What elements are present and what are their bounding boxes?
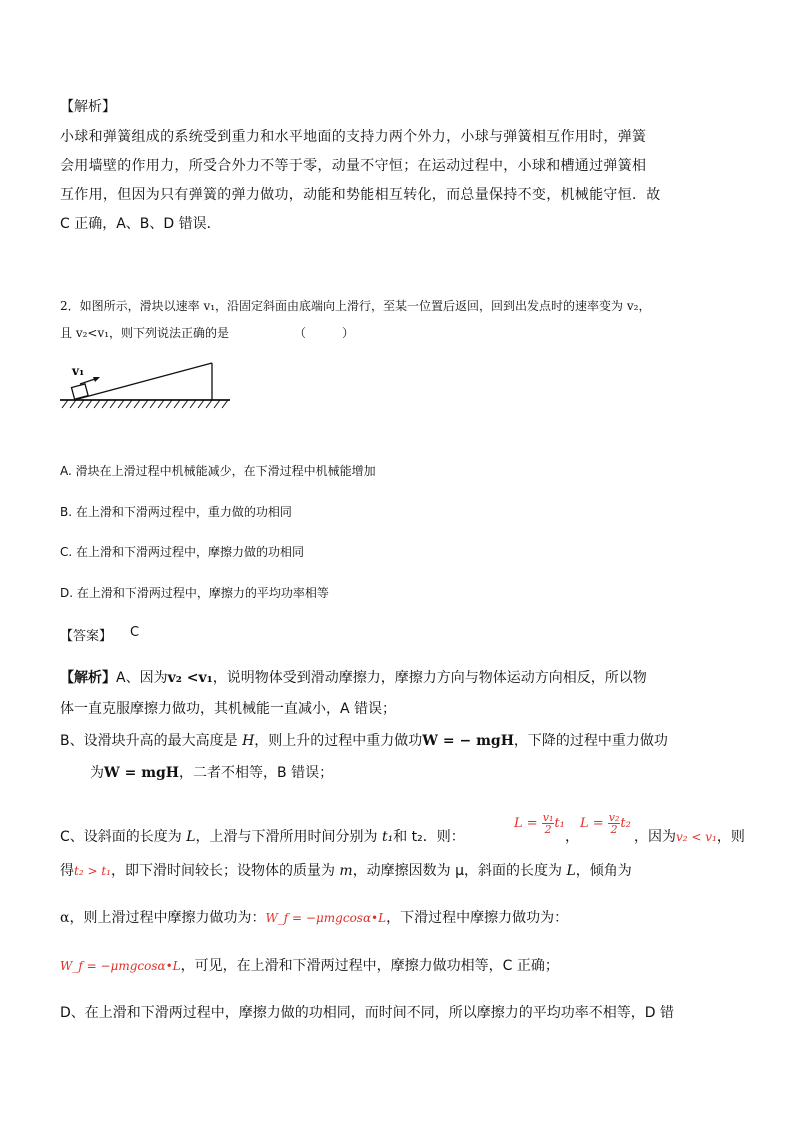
section1-line-1: 小球和弹簧组成的系统受到重力和水平地面的支持力两个外力，小球与弹簧相互作用时，弹簧	[60, 129, 647, 145]
answer-blank: （ ）	[294, 326, 355, 340]
condition-v2-lt-v1: v₂ <v₁	[167, 670, 213, 686]
slider-block	[71, 384, 88, 399]
analysis-line-b1: B、设滑块升高的最大高度是 H，则上升的过程中重力做功W = − mgH，下降的过程中重力做功	[60, 733, 668, 749]
equation-l-v2-t2: L = $\frac{\text{v₂}}{2}$ t₂	[580, 811, 631, 836]
answer-value: C	[130, 625, 140, 640]
analysis-line-a1: 【解析】A、因为v₂ <v₁，说明物体受到滑动摩擦力，摩擦力方向与物体运动方向相反，所以物	[60, 670, 647, 686]
equation-wf-up: W_f = −μmgcosα•L	[265, 911, 387, 925]
comma: ，	[565, 829, 579, 845]
question-stem-line-2: 且 v₂<v₁，则下列说法正确的是	[60, 326, 230, 340]
analysis-line-b2: 为W = mgH，二者不相等，B 错误；	[90, 765, 334, 781]
section1-line-2: 会用墙壁的作用力，所受合外力不等于零，动量不守恒；在运动过程中，小球和槽通过弹簧相	[60, 158, 647, 174]
option-c: C. 在上滑和下滑两过程中，摩擦力做的功相同	[60, 545, 305, 559]
incline-surface	[74, 363, 212, 400]
question-stem-line-1: 2．如图所示，滑块以速率 v₁，沿固定斜面由底端向上滑行，至某一位置后返回，回到出发点时的速率变为 v₂，	[60, 299, 651, 313]
option-a: A. 滑块在上滑过程中机械能减少，在下滑过程中机械能增加	[60, 464, 376, 478]
option-d: D. 在上滑和下滑两过程中，摩擦力的平均功率相等	[60, 586, 329, 600]
condition-t2-gt-t1: t₂ > t₁	[74, 864, 111, 878]
section1-line-3: 互作用，但因为只有弹簧的弹力做功，动能和势能相互转化，而总量保持不变，机械能守恒．故	[60, 187, 661, 203]
analysis-line-a2: 体一直克服摩擦力做功，其机械能一直减小，A 错误；	[60, 701, 397, 717]
ground-hatching	[62, 400, 228, 408]
equation-l-v1-t1: L = $\frac{\text{v₁}}{2}$ t₁	[514, 811, 565, 836]
analysis-line-c1: C、设斜面的长度为 L，上滑与下滑所用时间分别为 t₁和 t₂．则：	[60, 829, 465, 845]
section1-line-4: C 正确，A、B、D 错误．	[60, 216, 221, 232]
velocity-arrowhead	[93, 377, 100, 382]
equation-w-neg-mgh: W = − mgH	[422, 733, 514, 749]
analysis-line-c2: 得t₂ > t₁，即下滑时间较长；设物体的质量为 m，动摩擦因数为 μ，斜面的长度为 L，倾角为	[60, 863, 632, 879]
section1-heading: 【解析】	[60, 99, 116, 115]
incline-figure	[58, 360, 233, 410]
analysis-line-c4: W_f = −μmgcosα•L，可见，在上滑和下滑两过程中，摩擦力做功相等，C 正确；	[60, 958, 559, 974]
velocity-label: v₁	[72, 364, 85, 378]
option-b: B. 在上滑和下滑两过程中，重力做的功相同	[60, 505, 292, 519]
answer-label: 【答案】	[60, 629, 113, 644]
equation-wf-down: W_f = −μmgcosα•L	[60, 959, 181, 973]
analysis-line-c1-tail: ，因为v₂ < v₁，则	[634, 829, 745, 845]
analysis-label: 【解析】	[60, 670, 116, 686]
condition-v2-lt-v1-red: v₂ < v₁	[676, 830, 717, 844]
analysis-line-c3: α，则上滑过程中摩擦力做功为：W_f = −μmgcosα•L，下滑过程中摩擦力做功为：	[60, 910, 569, 926]
analysis-line-d1: D、在上滑和下滑两过程中，摩擦力做的功相同，而时间不同，所以摩擦力的平均功率不相等，D 错	[60, 1005, 675, 1021]
equation-w-mgh: W = mgH	[104, 765, 180, 781]
